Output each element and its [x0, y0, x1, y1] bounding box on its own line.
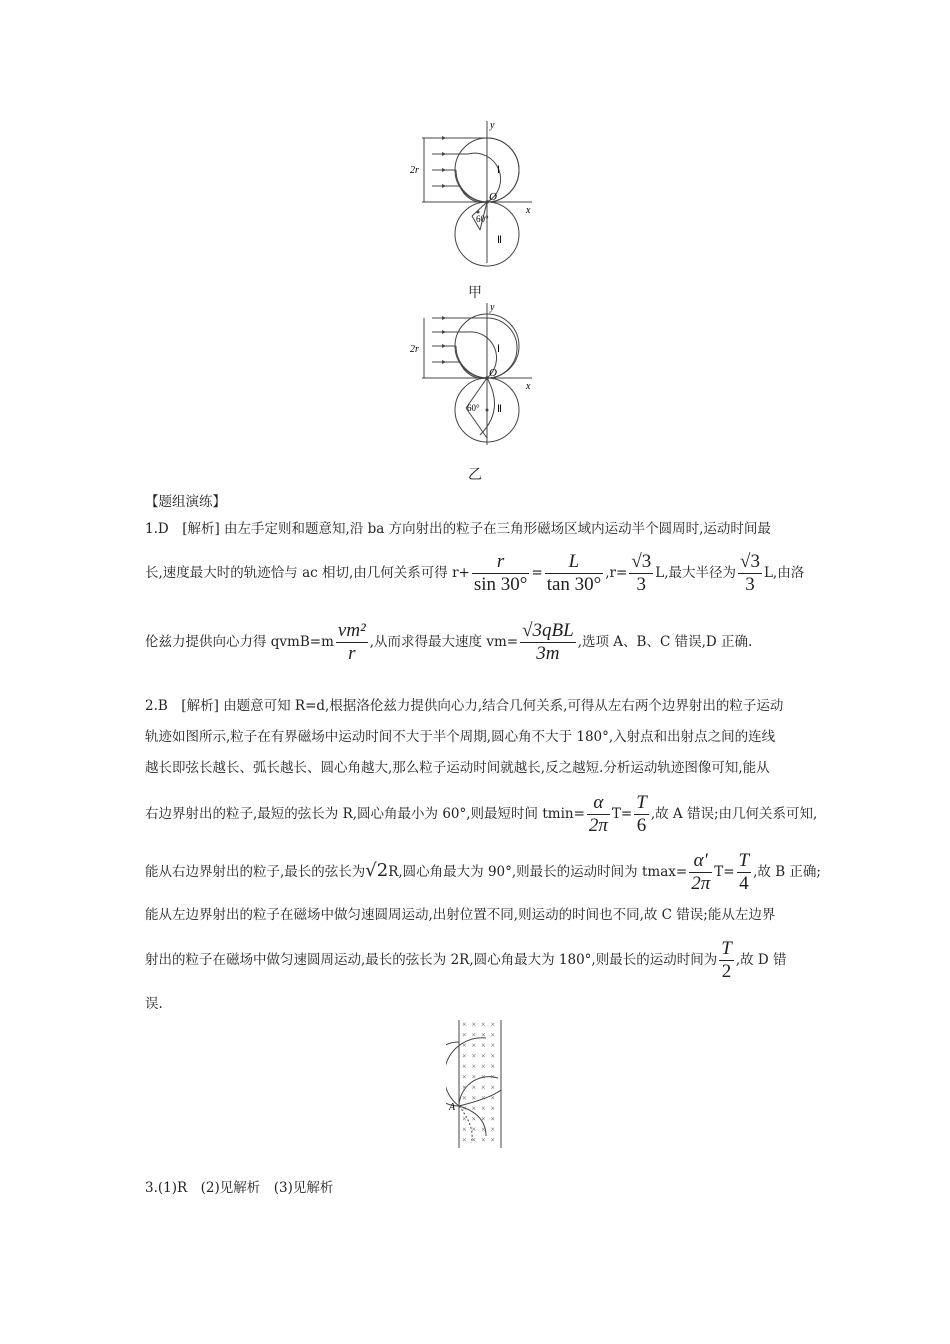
region-1-label: Ⅰ [497, 344, 500, 355]
fraction: $\frac{\alpha}{2\pi}$ [588, 792, 608, 836]
field-cross-mark: × [471, 1020, 477, 1029]
fraction: $\frac{r}{\sin 30^\circ}$ [473, 551, 528, 595]
field-cross-mark: × [462, 1030, 467, 1040]
q2-line2: 轨迹如图所示,粒子在有界磁场中运动时间不大于半个周期,圆心角不大于 180°,入射点和出射点之间的连线 [145, 729, 776, 745]
field-cross-mark: × [471, 1062, 477, 1071]
origin-label: O [489, 191, 497, 203]
field-cross-mark: × [490, 1114, 496, 1124]
field-cross-mark: × [471, 1114, 477, 1124]
field-cross-mark: × [490, 1104, 496, 1113]
field-cross-mark: × [462, 1125, 467, 1134]
field-cross-mark: × [462, 1072, 467, 1082]
q2-line7: 射出的粒子在磁场中做匀速圆周运动,最长的弦长为 2R,圆心角最大为 180°,则最长的运动时间为 $\frac{T}{2}$ ,故 D 错 [145, 938, 787, 982]
field-cross-mark: × [490, 1051, 496, 1061]
field-cross-mark: × [481, 1083, 486, 1092]
field-cross-mark: × [490, 1135, 496, 1145]
field-cross-mark: × [481, 1062, 486, 1071]
field-cross-mark: × [481, 1072, 486, 1082]
field-cross-mark: × [471, 1051, 477, 1061]
field-cross-mark: × [462, 1093, 467, 1103]
two-r-label: 2r [410, 344, 419, 355]
point-a-label: A [449, 1102, 456, 1113]
field-cross-mark: × [462, 1083, 467, 1092]
x-axis-label: x [526, 205, 531, 216]
q2-line3: 越长即弦长越长、弧长越长、圆心角越大,那么粒子运动时间就越长,反之越短.分析运动轨迹图像可知,能从 [145, 760, 770, 776]
figure-strip [446, 1018, 516, 1150]
field-cross-mark: × [471, 1072, 477, 1082]
q2-line6: 能从左边界射出的粒子在磁场中做匀速圆周运动,出射位置不同,则运动的时间也不同,故 C 错误;能从左边界 [145, 907, 776, 923]
field-cross-mark: × [462, 1020, 467, 1029]
figure-yi-caption: 乙 [468, 467, 482, 483]
fraction: $\frac{L}{\tan 30^\circ}$ [546, 551, 602, 595]
field-cross-mark: × [481, 1041, 486, 1050]
field-cross-mark: × [481, 1114, 486, 1124]
y-axis-label: y [490, 302, 495, 313]
field-cross-mark: × [490, 1020, 496, 1029]
section-heading: 【题组演练】 [145, 494, 226, 510]
field-cross-mark: × [490, 1093, 496, 1103]
fraction: $\frac{\text{√3qBL}}{3m}$ [522, 620, 574, 664]
field-cross-mark: × [481, 1135, 486, 1145]
field-cross-mark: × [490, 1072, 496, 1082]
field-cross-mark: × [481, 1051, 486, 1061]
fraction: $\frac{\alpha'}{2\pi}$ [691, 850, 711, 894]
origin-label: O [489, 367, 497, 379]
field-cross-mark: × [490, 1041, 496, 1050]
figure-yi [410, 300, 540, 450]
field-cross-mark: × [481, 1125, 486, 1134]
region-2-label: Ⅱ [497, 404, 502, 415]
fraction: $\frac{√3}{3}$ [631, 551, 652, 595]
field-cross-mark: × [462, 1104, 467, 1113]
field-cross-mark: × [490, 1062, 496, 1071]
q2-line4: 右边界射出的粒子,最短的弦长为 R,圆心角最小为 60°,则最短时间 tmin= $\frac{\alpha}{2\pi}$ T= $\frac{T}{6}$ ,故 A 错误;由几何关系可知, [145, 792, 818, 836]
field-cross-mark: × [490, 1030, 496, 1040]
two-r-label: 2r [410, 165, 419, 176]
q1-line3: 伦兹力提供向心力得 qvmB=m $\frac{\text{vm²}}{r}$ ,从而求得最大速度 vm= $\frac{\text{√3qBL}}{3m}$ ,选项 A、B、C 错误,D 正确. [145, 620, 753, 664]
fraction: $\frac{T}{2}$ [721, 938, 732, 982]
fraction: $\frac{√3}{3}$ [740, 551, 760, 595]
field-cross-mark: × [481, 1104, 486, 1113]
field-cross-mark: × [462, 1051, 467, 1061]
field-cross-mark: × [471, 1135, 477, 1145]
field-cross-mark: × [471, 1093, 477, 1103]
region-1-label: Ⅰ [497, 165, 500, 176]
angle-label: 60° [476, 214, 489, 224]
field-cross-mark: × [462, 1041, 467, 1050]
field-cross-mark: × [471, 1083, 477, 1092]
figure-jia-caption: 甲 [468, 285, 482, 301]
fraction: $\frac{T}{4}$ [738, 850, 750, 894]
y-axis-label: y [490, 120, 495, 131]
field-cross-mark: × [462, 1114, 467, 1124]
figure-jia [410, 118, 540, 268]
q1-line2: 长,速度最大时的轨迹恰与 ac 相切,由几何关系可得 r+ $\frac{r}{\sin 30^\circ}$ = $\frac{L}{\tan 30^\circ}$ ,r= $\frac{√3}{3}$ L,最大半径为 $\frac{√3}{3}$ L,由洛 [145, 551, 805, 595]
x-axis-label: x [526, 381, 531, 392]
field-cross-mark: × [471, 1104, 477, 1113]
region-2-label: Ⅱ [497, 235, 502, 246]
field-cross-mark: × [471, 1041, 477, 1050]
fraction: $\frac{T}{6}$ [636, 792, 647, 836]
angle-label: 60° [467, 403, 480, 413]
field-cross-mark: × [471, 1030, 477, 1040]
field-cross-mark: × [481, 1030, 486, 1040]
field-cross-mark: × [490, 1083, 496, 1092]
q2-line8: 误. [145, 996, 163, 1012]
field-cross-mark: × [490, 1125, 496, 1134]
q3-line1: 3.(1)R (2)见解析 (3)见解析 [145, 1180, 334, 1196]
q2-line1: 2.B [解析] 由题意可知 R=d,根据洛伦兹力提供向心力,结合几何关系,可得从左右两个边界射出的粒子运动 [145, 698, 784, 714]
field-cross-mark: × [471, 1125, 477, 1134]
field-cross-mark: × [462, 1062, 467, 1071]
field-cross-mark: × [481, 1093, 486, 1103]
field-cross-mark: × [462, 1135, 467, 1145]
q2-line5: 能从右边界射出的粒子,最长的弦长为√2R,圆心角最大为 90°,则最长的运动时间为 tmax= $\frac{\alpha'}{2\pi}$ T= $\frac{T}{4}$ ,故 B 正确; [145, 850, 821, 894]
q1-line1: 1.D [解析] 由左手定则和题意知,沿 ba 方向射出的粒子在三角形磁场区域内运动半个圆周时,运动时间最 [145, 521, 771, 537]
fraction: $\frac{\text{vm²}}{r}$ [337, 620, 366, 664]
field-cross-mark: × [481, 1020, 486, 1029]
